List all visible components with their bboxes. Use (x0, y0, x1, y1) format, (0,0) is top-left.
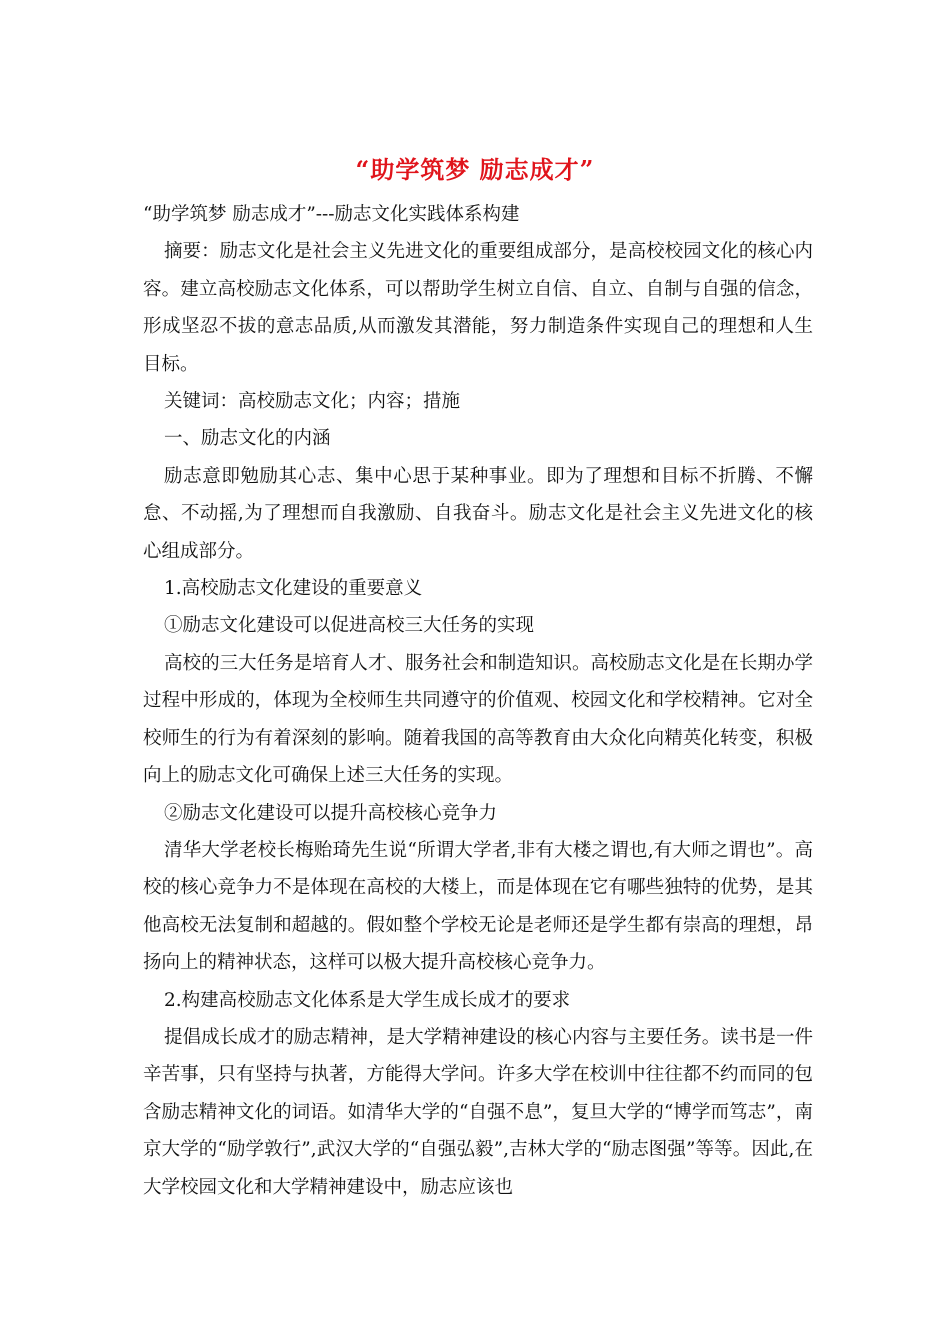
section-heading: 一、励志文化的内涵 (164, 428, 331, 450)
document-body (143, 196, 813, 1206)
subtitle-line: “助学筑梦 励志成才”---励志文化实践体系构建 (143, 204, 520, 225)
body-paragraph: 高校的三大任务是培育人才、服务社会和制造知识。高校励志文化是在长期办学过程中形成的，体现为全校师生共同遵守的价值观、校园文化和学校精神。它对全校师生的行为有着深刻的影响。随着我国的高等教育由大众化向精英化转变，积极向上的励志文化可确保上述三大任务的实现。 (143, 652, 813, 787)
abstract-paragraph: 摘要：励志文化是社会主义先进文化的重要组成部分，是高校校园文化的核心内容。建立高校励志文化体系，可以帮助学生树立自信、自立、自制与自强的信念，形成坚忍不拔的意志品质,从而激发其潜能，努力制造条件实现自己的理想和人生目标。 (143, 241, 813, 375)
body-paragraph: 清华大学老校长梅贻琦先生说“所谓大学者,非有大楼之谓也,有大师之谓也”。高校的核心竞争力不是体现在高校的大楼上，而是体现在它有哪些独特的优势，是其他高校无法复制和超越的。假如整个学校无论是老师还是学生都有崇高的理想，昂扬向上的精神状态，这样可以极大提升高校核心竞争力。 (143, 839, 813, 974)
body-paragraph: 提倡成长成才的励志精神，是大学精神建设的核心内容与主要任务。读书是一件辛苦事，只有坚持与执著，方能得大学问。许多大学在校训中往往都不约而同的包含励志精神文化的词语。如清华大学的“自强不息”，复旦大学的“博学而笃志”，南京大学的“励学敦行”,武汉大学的“自强弘毅”,吉林大学的“励志图强”等等。因此,在大学校园文化和大学精神建设中，励志应该也 (143, 1026, 813, 1198)
subsection-heading: 1.高校励志文化建设的重要意义 (164, 578, 423, 600)
keywords-line: 关键词：高校励志文化；内容；措施 (164, 391, 461, 413)
point-heading: ②励志文化建设可以提升高校核心竞争力 (164, 802, 498, 824)
document-title: “助学筑梦 励志成才” (355, 155, 595, 184)
body-paragraph: 励志意即勉励其心志、集中心思于某种事业。即为了理想和目标不折腾、不懈怠、不动摇,为了理想而自我激励、自我奋斗。励志文化是社会主义先进文化的核心组成部分。 (143, 465, 813, 562)
point-heading: ①励志文化建设可以促进高校三大任务的实现 (164, 615, 535, 637)
subsection-heading: 2.构建高校励志文化体系是大学生成长成才的要求 (164, 989, 571, 1011)
